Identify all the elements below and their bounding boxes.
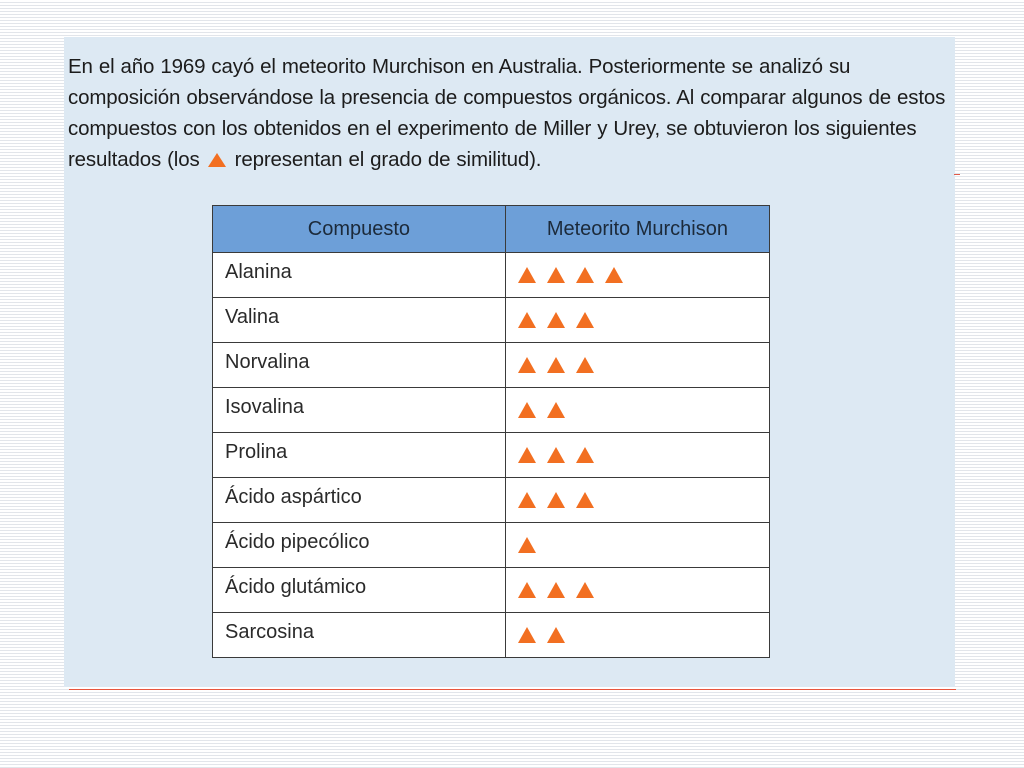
results-table	[212, 205, 770, 658]
table-body	[213, 253, 770, 658]
similarity-rating	[518, 261, 757, 283]
triangle-icon	[576, 312, 594, 328]
triangle-icon	[547, 357, 565, 373]
compound-name: Sarcosina	[213, 613, 506, 658]
similarity-rating	[518, 621, 757, 643]
table-row	[213, 613, 770, 658]
similarity-cell	[505, 523, 769, 568]
similarity-rating	[518, 306, 757, 328]
table-row	[213, 388, 770, 433]
triangle-icon	[576, 582, 594, 598]
triangle-icon	[518, 357, 536, 373]
triangle-icon	[576, 492, 594, 508]
triangle-icon	[576, 447, 594, 463]
triangle-icon	[547, 492, 565, 508]
similarity-rating	[518, 531, 757, 553]
header-meteorite: Meteorito Murchison	[505, 206, 769, 253]
compound-name: Valina	[213, 298, 506, 343]
triangle-icon	[576, 357, 594, 373]
triangle-icon	[518, 267, 536, 283]
intro-paragraph	[68, 51, 952, 175]
table-row	[213, 343, 770, 388]
similarity-rating	[518, 486, 757, 508]
similarity-rating	[518, 441, 757, 463]
triangle-icon	[518, 447, 536, 463]
triangle-icon	[518, 582, 536, 598]
triangle-icon	[518, 492, 536, 508]
similarity-rating	[518, 396, 757, 418]
table-row	[213, 478, 770, 523]
table-row	[213, 253, 770, 298]
similarity-rating	[518, 351, 757, 373]
compound-name: Ácido glutámico	[213, 568, 506, 613]
triangle-icon	[518, 402, 536, 418]
triangle-icon	[576, 267, 594, 283]
triangle-icon	[518, 537, 536, 553]
compound-name: Isovalina	[213, 388, 506, 433]
similarity-cell	[505, 433, 769, 478]
compound-name: Norvalina	[213, 343, 506, 388]
decorative-tick	[954, 174, 960, 175]
similarity-cell	[505, 253, 769, 298]
similarity-rating	[518, 576, 757, 598]
compound-name: Ácido aspártico	[213, 478, 506, 523]
intro-text-after: representan el grado de similitud).	[234, 148, 542, 171]
similarity-cell	[505, 298, 769, 343]
table-row	[213, 523, 770, 568]
triangle-icon	[547, 312, 565, 328]
table-row	[213, 433, 770, 478]
triangle-icon	[605, 267, 623, 283]
triangle-icon	[547, 402, 565, 418]
compound-name: Prolina	[213, 433, 506, 478]
header-compound: Compuesto	[213, 206, 506, 253]
triangle-icon	[208, 153, 226, 167]
similarity-cell	[505, 568, 769, 613]
triangle-icon	[547, 447, 565, 463]
intro-text-before: En el año 1969 cayó el meteorito Murchison en Australia. Posteriormente se analizó su composición observándose la presencia de compuestos orgánicos. Al comparar algunos de estos compuestos con los obtenidos en el experimento de Miller y Urey, se obtuvieron los siguientes resultados (los	[68, 55, 946, 171]
triangle-icon	[547, 627, 565, 643]
triangle-icon	[547, 582, 565, 598]
similarity-cell	[505, 478, 769, 523]
similarity-cell	[505, 388, 769, 433]
compound-name: Alanina	[213, 253, 506, 298]
table-row	[213, 298, 770, 343]
triangle-icon	[518, 627, 536, 643]
triangle-icon	[518, 312, 536, 328]
footer-rule	[69, 689, 956, 690]
triangle-icon	[547, 267, 565, 283]
table-row	[213, 568, 770, 613]
compound-name: Ácido pipecólico	[213, 523, 506, 568]
similarity-cell	[505, 343, 769, 388]
similarity-cell	[505, 613, 769, 658]
table-header-row	[213, 206, 770, 253]
